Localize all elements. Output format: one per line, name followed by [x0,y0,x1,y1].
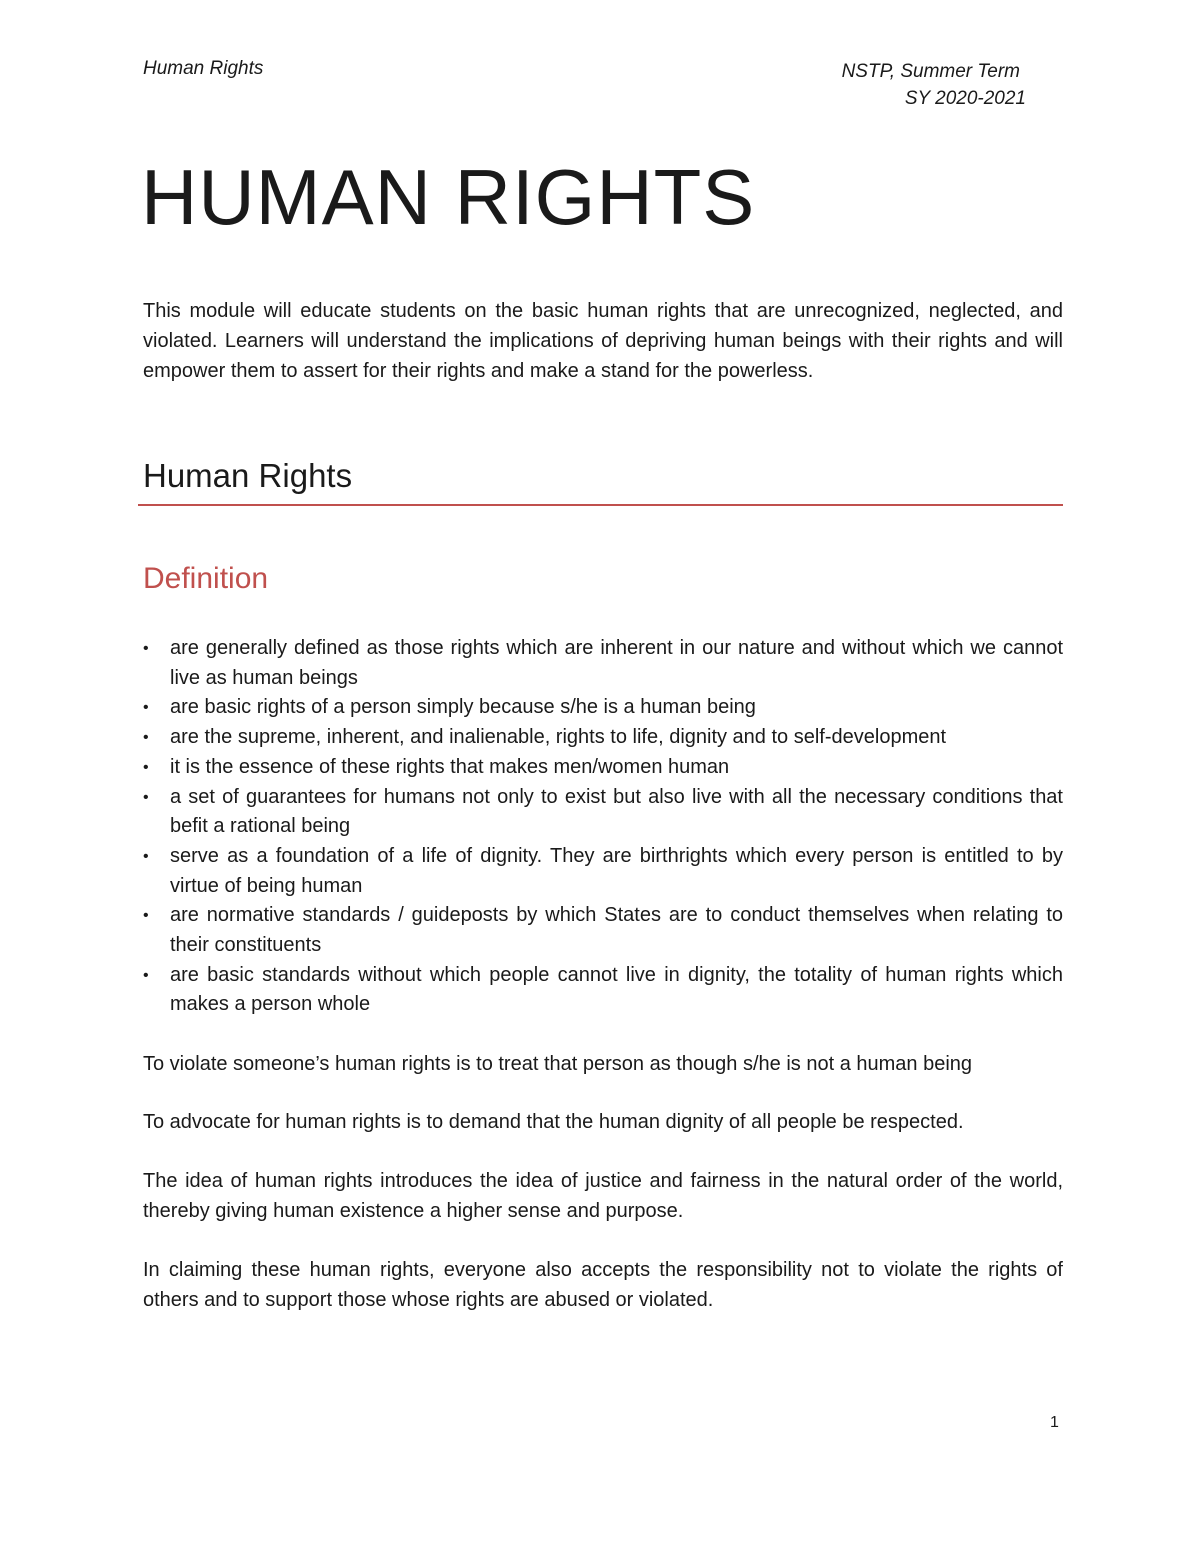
list-item [143,961,1063,1020]
header-course-term: NSTP, Summer Term [841,61,1020,82]
bullet-icon: • [143,758,149,776]
bullet-icon: • [143,847,149,865]
list-item-text: are normative standards / guideposts by which States are to conduct themselves when relating to their constituents [170,904,1063,957]
list-item-text: it is the essence of these rights that makes men/women human [170,755,730,778]
paragraph-violate: To violate someone’s human rights is to treat that person as though s/he is not a human being [143,1053,973,1075]
list-item [143,693,1063,723]
section-divider [138,504,1063,506]
list-item-text: serve as a foundation of a life of dignity. They are birthrights which every person is entitled to by virtue of being human [170,844,1063,897]
list-item-text: a set of guarantees for humans not only to exist but also live with all the necessary conditions that befit a rational being [170,785,1063,838]
document-title: HUMAN RIGHTS [141,153,756,241]
running-header-left: Human Rights [143,58,264,79]
bullet-icon: • [143,966,149,984]
paragraph-justice: The idea of human rights introduces the idea of justice and fairness in the natural order of the world, thereby giving human existence a higher sense and purpose. [143,1170,1063,1222]
list-item-text: are the supreme, inherent, and inalienable, rights to life, dignity and to self-development [170,726,947,749]
bullet-icon: • [143,699,149,717]
bullet-icon: • [143,640,149,657]
definition-list [143,634,1063,1020]
paragraph-advocate: To advocate for human rights is to demand that the human dignity of all people be respected. [143,1111,964,1133]
header-school-year: SY 2020-2021 [904,88,1026,109]
section-heading: Human Rights [143,457,353,494]
list-item [143,753,1063,783]
list-item [143,842,1063,901]
list-item [143,723,1063,753]
bullet-icon: • [143,729,149,747]
list-item [143,783,1063,842]
intro-paragraph: This module will educate students on the basic human rights that are unrecognized, neglected, and violated. Learners will understand the implications of depriving human beings with their rights and will empower them to assert for their rights and make a stand for the powerless. [143,300,1063,382]
definition-heading: Definition [143,562,269,595]
list-item [143,634,1063,693]
running-header-right [841,58,1026,112]
list-item-text: are generally defined as those rights which are inherent in our nature and without which we cannot live as human beings [170,637,1063,689]
list-item-text: are basic standards without which people cannot live in dignity, the totality of human rights which makes a person whole [170,963,1063,1016]
bullet-icon: • [143,907,149,925]
bullet-icon: • [143,788,149,806]
page-number: 1 [1050,1414,1059,1431]
list-item-text: are basic rights of a person simply because s/he is a human being [170,696,756,719]
paragraph-responsibility: In claiming these human rights, everyone also accepts the responsibility not to violate the rights of others and to support those whose rights are abused or violated. [143,1259,1063,1311]
list-item [143,901,1063,960]
